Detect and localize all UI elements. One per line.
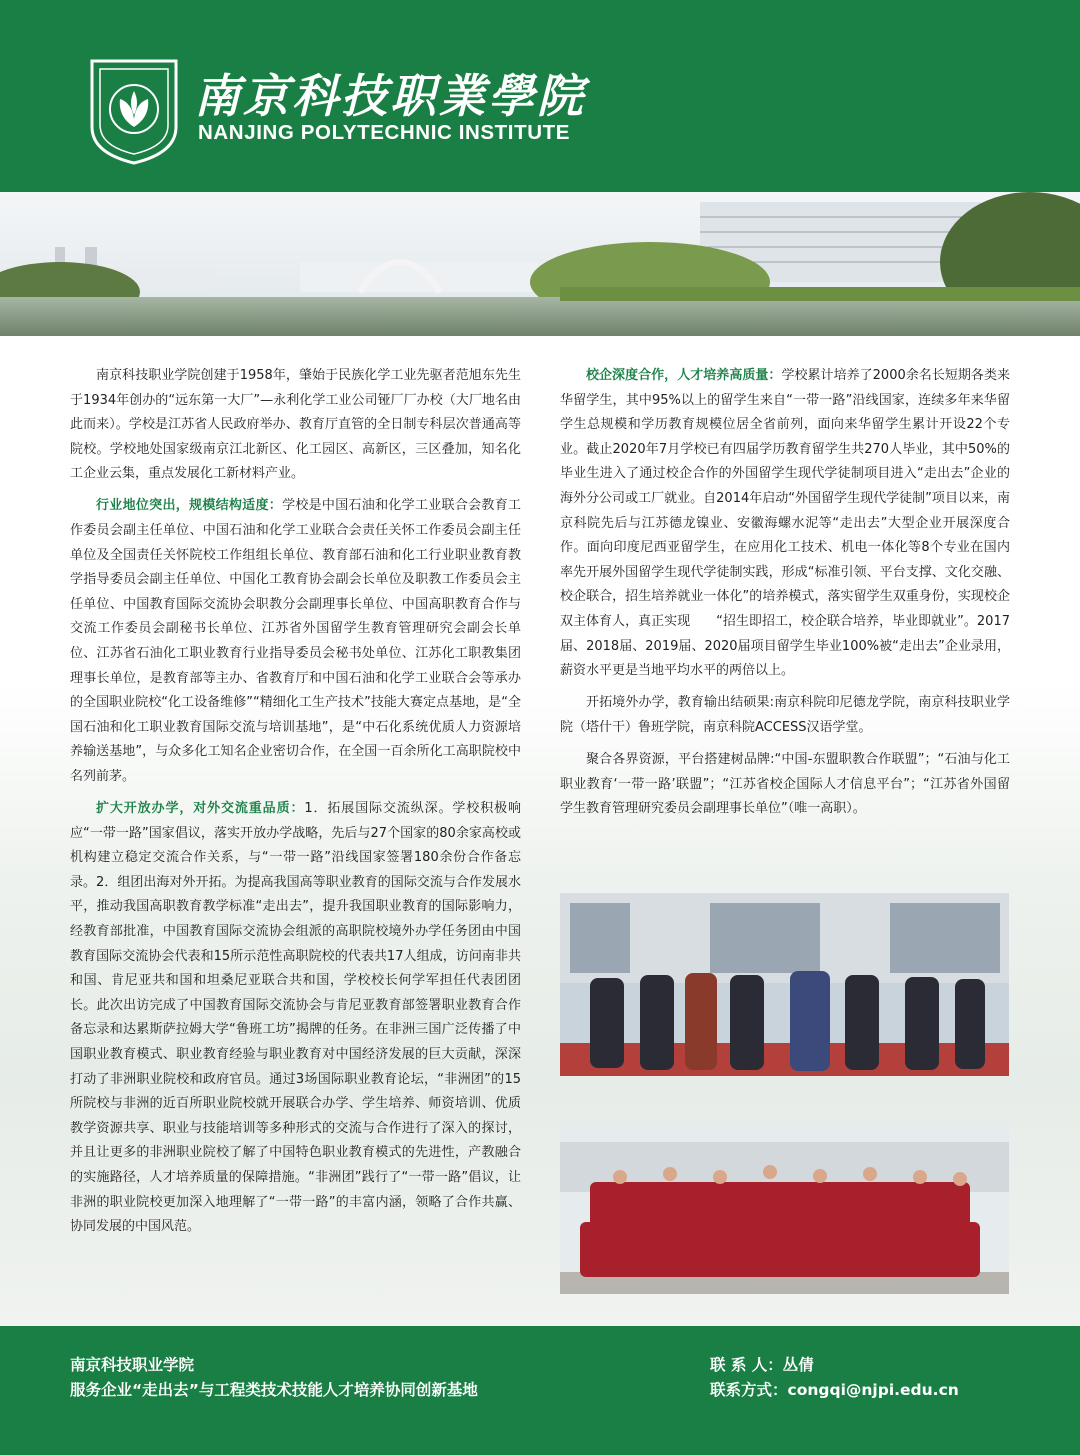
campus-panorama-photo [0,192,1080,336]
openness-heading: 扩大开放办学，对外交流重品质： [96,801,305,817]
contact-way-label: 联系方式： [710,1381,788,1399]
footer-school-name: 南京科技职业学院 [70,1356,195,1374]
right-column [560,364,1010,822]
openness-paragraph [70,797,521,1240]
contact-label: 联 系 人： [710,1356,783,1374]
openness-text: 1．拓展国际交流纵深。学校积极响应“一带一路”国家倡议，落实开放办学战略，先后与27个国家的80余家高校或机构建立稳定交流合作关系，与“一带一路”沿线国家签署180余份合作备忘录。2．组团出海对外开拓。为提高我国高等职业教育的国际交流与合作发展水平，推动我国高职教育教学标准“走出去”，提升我国职业教育的国际影响力，经教育部批准，中国教育国际交流协会组派的高职院校境外办学任务团由中国教育国际交流协会代表和15所示范性高职院校的代表共17人组成，访问南非共和国、肯尼亚共和国和坦桑尼亚联合共和国，学校校长何学军担任代表团团长。此次出访完成了中国教育国际交流协会与肯尼亚教育部签署职业教育合作备忘录和达累斯萨拉姆大学“鲁班工坊”揭牌的任务。在非洲三国广泛传播了中国职业教育模式、职业教育经验与职业教育对中国经济发展的巨大贡献，深深打动了非洲职业院校和政府官员。通过3场国际职业教育论坛，“非洲团”的15所院校与非洲的近百所职业院校就开展联合办学、学生培养、师资培训、优质教学资源共享、职业与技能培训等多种形式的交流与合作进行了深入的探讨，并且让更多的非洲职业院校了解了中国特色职业教育模式的先进性，产教融合的实施路径，人才培养质量的保障措施。“非洲团”践行了“一带一路”倡议，让非洲的职业院校更加深入地理解了“一带一路”的丰富内涵，领略了合作共赢、协同发展的中国风范。 [70,801,521,1235]
platform-paragraph: 聚合各界资源，平台搭建树品牌:“中国-东盟职教合作联盟”；“石油与化工职业教育‘一带一路’联盟”；“江苏省校企国际人才信息平台”；“江苏省外国留学生教育管理研究委员会副理事长单位”（唯一高职）。 [560,751,1010,817]
students-red-uniform-group-photo [560,1122,1009,1294]
school-name-en: NANJING POLYTECHNIC INSTITUTE [198,121,571,144]
contact-name: 丛倩 [782,1356,814,1374]
industry-text: 学校是中国石油和化学工业联合会教育工作委员会副主任单位、中国石油和化学工业联合会责任关怀工作委员会副主任单位及全国责任关怀院校工作组组长单位、教育部石油和化工行业职业教育教学指导委员会副主任单位、中国化工教育协会副会长单位及职教工作委员会主任单位、中国教育国际交流协会职教分会副理事长单位、中国高职教育合作与交流工作委员会副秘书长单位、江苏省外国留学生教育管理研究会副会长单位、江苏省石油化工职业教育行业指导委员会秘书处单位、江苏化工职教集团理事长单位，是教育部等主办、省教育厅和中国石油和化学工业联合会等承办的全国职业院校“化工设备维修”“精细化工生产技术”技能大赛定点基地，是“全国石油和化工职业教育国际交流与培训基地”，是“中石化系统优质人力资源培养输送基地”，与众多化工知名企业密切合作，在全国一百余所化工高职院校中名列前茅。 [70,498,521,784]
footer-contact-person [710,1353,814,1375]
left-column [70,364,521,1240]
school-name-cn: 南京科技职業學院 [194,69,586,123]
overseas-paragraph: 开拓境外办学，教育输出结硕果:南京科院印尼德龙学院，南京科技职业学院（塔什干）鲁班学院，南京科院ACCESS汉语学堂。 [560,695,1010,735]
cooperation-paragraph [560,364,1010,684]
footer-band [0,1326,1080,1455]
school-emblem-icon [88,57,180,165]
delegation-group-photo [560,893,1009,1076]
footer-contact-method [710,1378,959,1400]
contact-email: congqi@njpi.edu.cn [787,1381,959,1399]
intro-paragraph: 南京科技职业学院创建于1958年，肇始于民族化学工业先驱者范旭东先生于1934年创办的“远东第一大厂”—永利化学工业公司铔厂厂办校（大厂地名由此而来）。学校是江苏省人民政府举办、教育厅直管的全日制专科层次普通高等院校。学校地处国家级南京江北新区、化工园区、高新区，三区叠加，知名化工企业云集，重点发展化工新材料产业。 [70,368,521,482]
industry-paragraph [70,494,521,789]
header-band [0,0,1080,192]
industry-heading: 行业地位突出，规模结构适度： [96,498,283,514]
cooperation-text: 学校累计培养了2000余名长短期各类来华留学生，其中95%以上的留学生来自“一带一路”沿线国家，连续多年来华留学生总规模和学历教育规模位居全省前列，面向来华留学生累计开设22个专业。截止2020年7月学校已有四届学历教育留学生共270人毕业，其中50%的毕业生进入了通过校企合作的外国留学生现代学徒制项目进入“走出去”企业的海外分公司或工厂就业。自2014年启动“外国留学生现代学徒制”项目以来，南京科院先后与江苏德龙镍业、安徽海螺水泥等“走出去”大型企业开展深度合作。面向印度尼西亚留学生，在应用化工技术、机电一体化等8个专业在国内率先开展外国留学生现代学徒制实践，形成“标准引领、平台支撑、文化交融、校企联合，招生培养就业一体化”的培养模式，落实留学生双重身份，实现校企双主体育人，真正实现 “招生即招工，校企联合培养，毕业即就业”。2017届、2018届、2019届、2020届项目留学生毕业100%被“走出去”企业录用，薪资水平更是当地平均水平的两倍以上。 [560,368,1010,679]
cooperation-heading: 校企深度合作，人才培养高质量： [586,368,782,383]
footer-tagline: 服务企业“走出去”与工程类技术技能人才培养协同创新基地 [70,1381,478,1399]
